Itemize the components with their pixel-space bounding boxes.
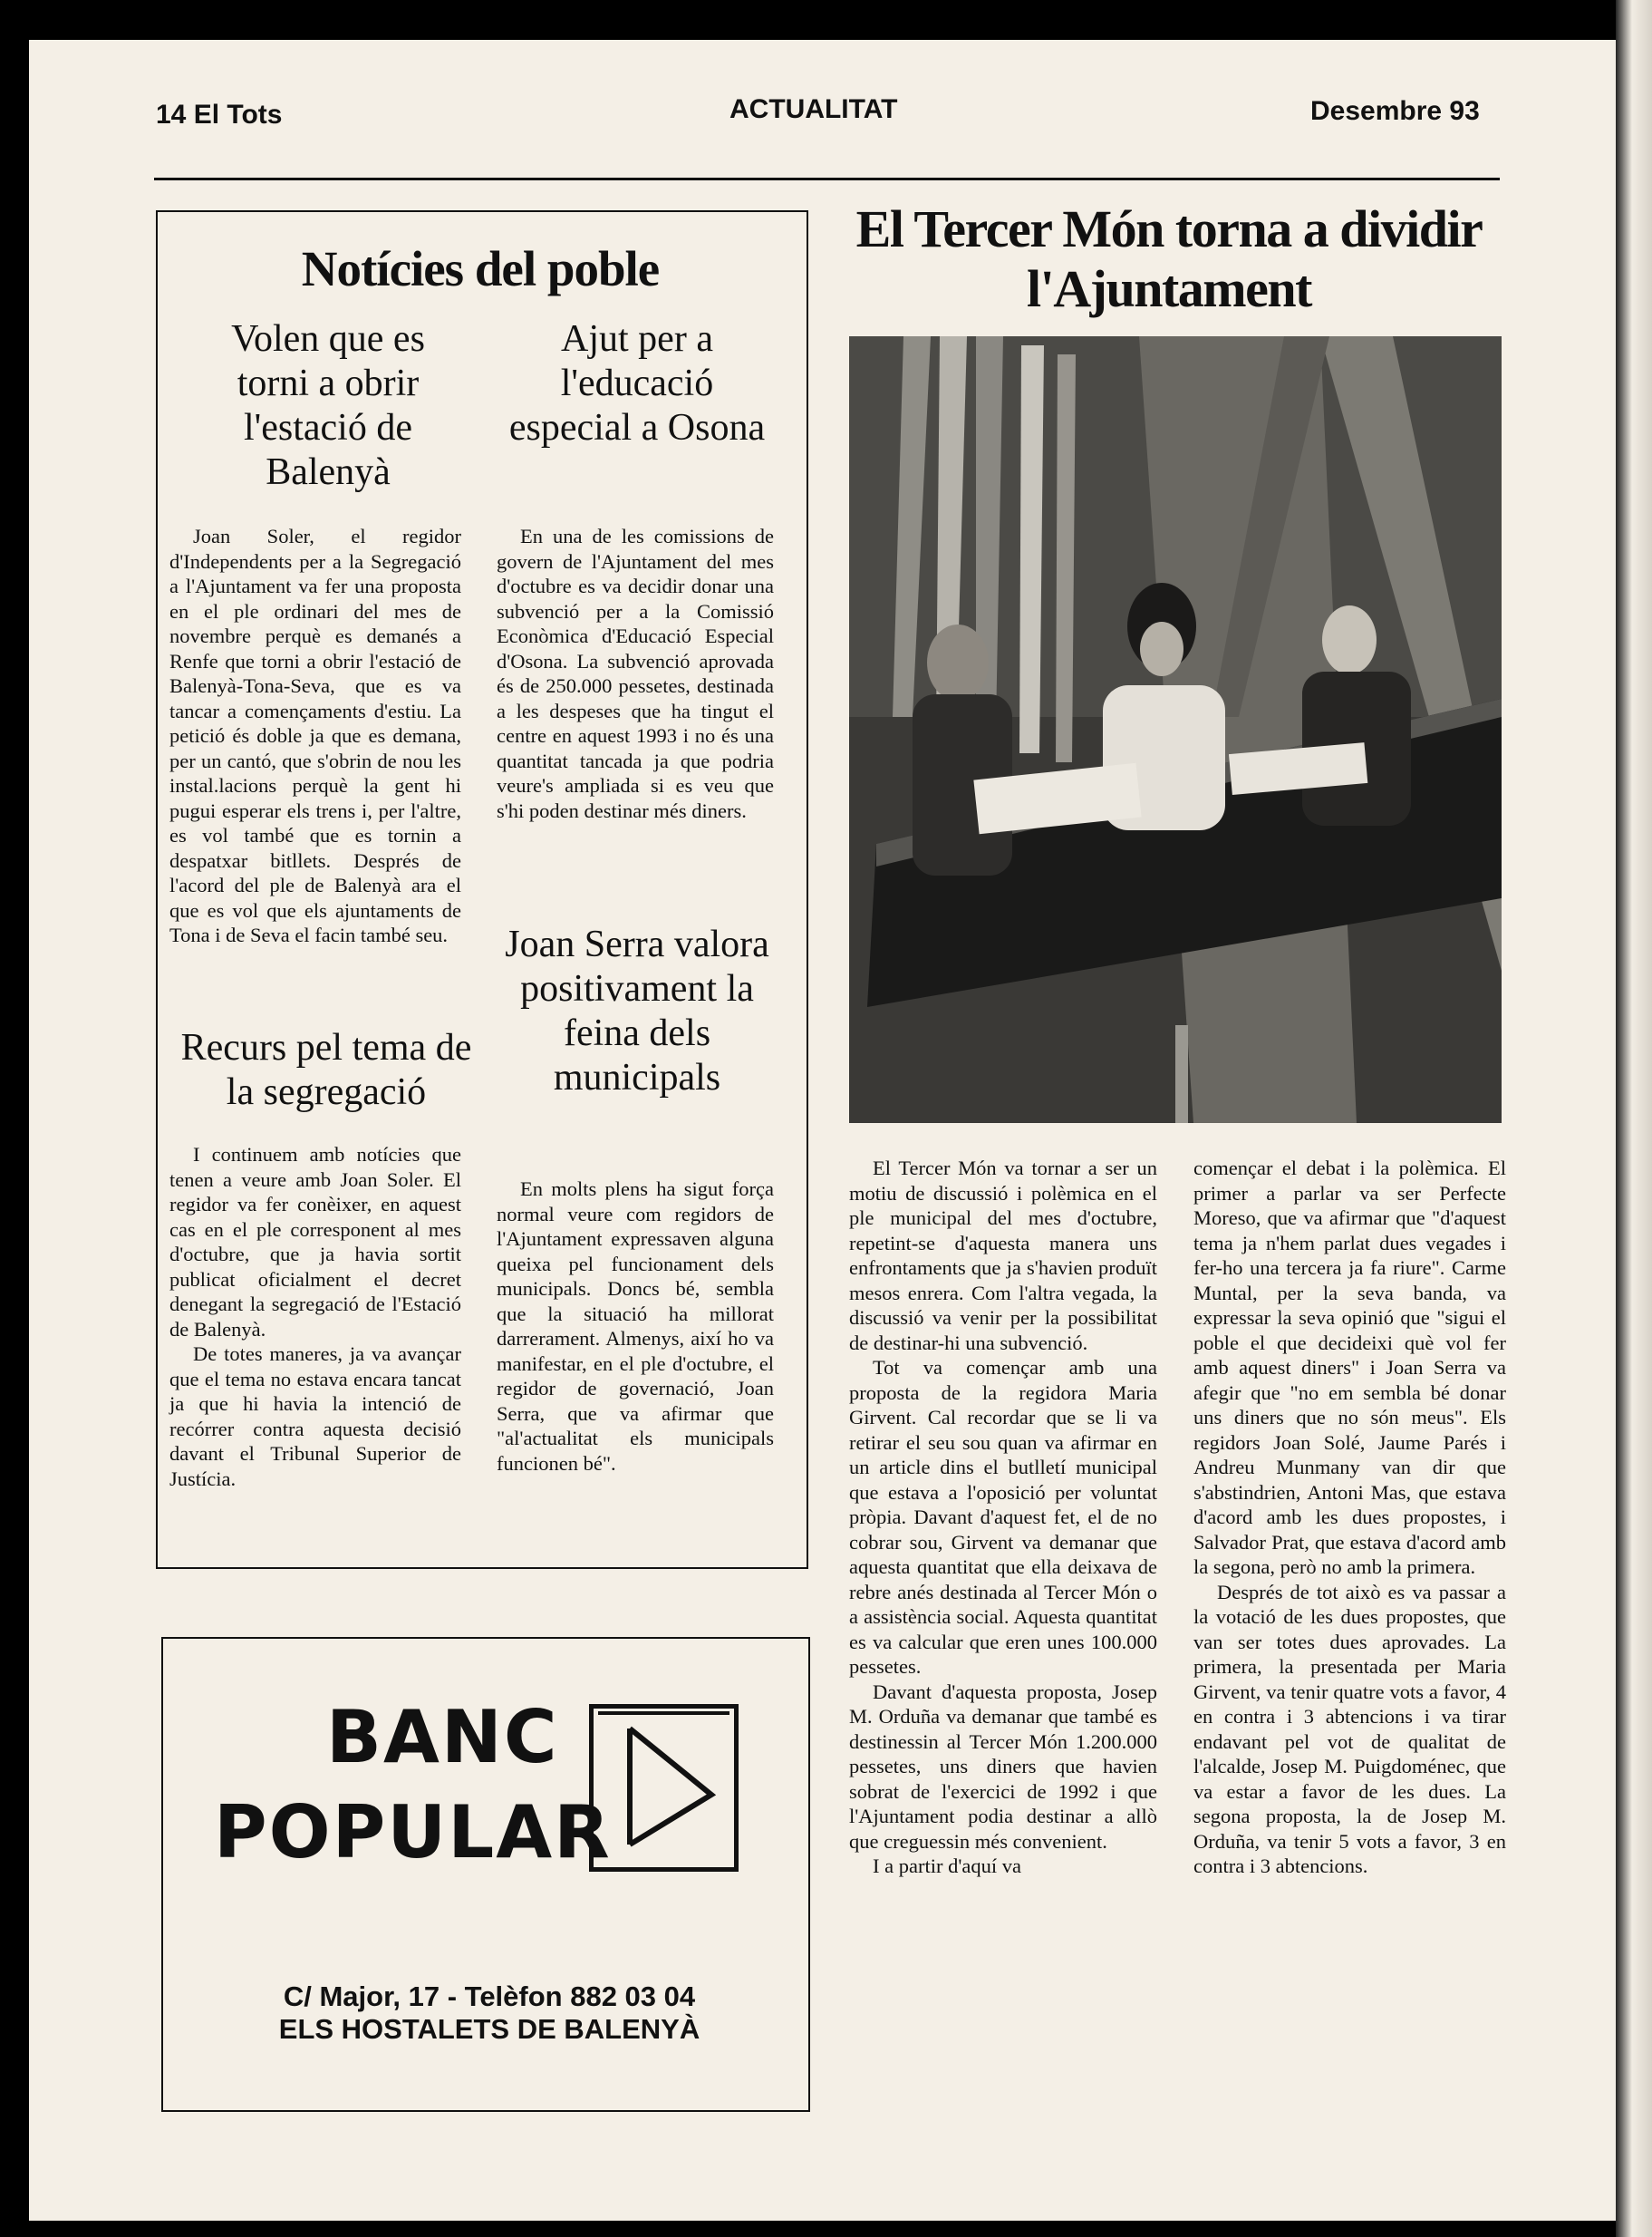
- section-label: ACTUALITAT: [729, 94, 898, 124]
- play-arrow-icon: [594, 1709, 734, 1867]
- ad-brand-line1: BANC: [326, 1695, 559, 1779]
- story4-paragraph: En molts plens ha sigut força normal veure com regidors de l'Ajuntament expressaven alguna queixa pel funcionament dels municipals. Doncs bé, sembla que la situació ha millorat darrerament. Almenys, així ho va manifestar, en el ple d'octubre, el regidor de governació, Joan Serra, que va afirmar que "al'actualitat els municipals funcionen bé".: [497, 1177, 774, 1475]
- story2-body: [497, 524, 774, 823]
- story3-paragraph: De totes maneres, ja va avançar que el tema no estava encara tancat ja que hi havia la intenció de recórrer contra aquesta decisió davant el Tribunal Superior de Justícia.: [169, 1342, 461, 1490]
- banc-popular-logo-icon: [589, 1704, 739, 1872]
- photo-illustration: [849, 336, 1502, 1123]
- story1-body: [169, 524, 461, 948]
- story3-body: [169, 1142, 461, 1491]
- story4-headline: Joan Serra valora positivament la feina dels municipals: [505, 924, 769, 1099]
- article-paragraph: El Tercer Món va tornar a ser un motiu de discussió i polèmica en el ple municipal del mes d'octubre, repetint-se d'aquesta manera uns enfrontaments que ja s'havien produït mesos enrera. Com l'altra vegada, la discussió va venir per la possibilitat de destinar-hi una subvenció.: [849, 1157, 1157, 1354]
- article-paragraph: I a partir d'aquí va: [873, 1854, 1021, 1877]
- ad-address-line1: C/ Major, 17 - Telèfon 882 03 04: [283, 1980, 696, 2012]
- ad-address: [217, 1980, 761, 2046]
- article-paragraph: Després de tot això es va passar a la votació de les dues propostes, que van ser totes dues aprovades. La primera, la presentada per Maria Girvent, va tenir quatre vots a favor, 4 en contra i 3 abtencions i va tirar endavant pel vot de qualitat de l'alcalde, Josep M. Puigdoménec, que va estar a favor de les dues. La segona proposta, la de Josep M. Orduña, va tenir 5 vots a favor, 3 en contra i 3 abtencions.: [1193, 1580, 1506, 1877]
- article-column-2: [1193, 1156, 1506, 1879]
- header-rule: [154, 178, 1500, 180]
- ad-address-line2: ELS HOSTALETS DE BALENYÀ: [278, 2013, 700, 2045]
- story3-headline: Recurs pel tema de la segregació: [180, 1027, 472, 1113]
- news-box-title: Notícies del poble: [301, 241, 660, 296]
- story1-paragraph: Joan Soler, el regidor d'Independents per a la Segregació a l'Ajuntament va fer una proposta en el ple ordinari del mes de novembre perquè es demanés a Renfe que torni a obrir l'estació de Balenyà-Tona-Seva, que es va tancar a començaments d'estiu. La petició és doble ja que es demana, per un cantó, que s'obrin de nou les instal.lacions perquè la gent hi pugui esperar els trens i, per l'altre, es vol també que es tornin a despatxar bitllets. Després de l'acord del ple de Balenyà ara el que es vol que els ajuntaments de Tona i de Seva el facin també seu.: [169, 525, 461, 946]
- story3-paragraph: I continuem amb notícies que tenen a veure amb Joan Soler. El regidor va fer conèixer, en aquest cas en el ple corresponent al mes d'octubre, que ja havia sortit publicat oficialment el decret denegant la segregació de l'Estació de Balenyà.: [169, 1143, 461, 1341]
- article-paragraph: Tot va començar amb una proposta de la regidora Maria Girvent. Cal recordar que se li va retirar el seu sou quan va afirmar en un article dins el butlletí municipal que estava a l'oposició per voluntat pròpia. Davant d'aquest fet, el de no cobrar sou, Girvent va demanar que aquesta quantitat que ella deixava de rebre anés destinada al Tercer Món o a assistència social. Aquesta quantitat es va calcular que eren unes 100.000 pessetes.: [849, 1356, 1157, 1678]
- story2-headline: Ajut per a l'educació especial a Osona: [508, 318, 766, 449]
- page-binding: [1616, 0, 1652, 2237]
- council-meeting-photo: [849, 336, 1502, 1123]
- ad-brand-line2: POPULAR: [214, 1790, 612, 1874]
- story2-paragraph: En una de les comissions de govern de l'Ajuntament del mes d'octubre es va decidir donar una subvenció per a la Comissió Econòmica d'Educació Especial d'Osona. La subvenció aprovada és de 250.000 pessetes, destinada a les despeses que ha tingut el centre en aquest 1993 i no és una quantitat tancada ja que podria veure's ampliada si es veu que s'hi poden destinar més diners.: [497, 525, 774, 822]
- story4-body: [497, 1177, 774, 1476]
- article-paragraph: començar el debat i la polèmica. El primer a parlar va ser Perfecte Moreso, que va afirmar que "d'aquest tema ja n'hem parlat dues vegades i fer-ho una tercera ja fa riure". Carme Muntal, per la seva banda, va expressar la seva opinió que "sigui el poble el que decideixi què vol fer amb aquest diners" i Joan Serra va afegir que "no em sembla bé donar uns diners que no són meus". Els regidors Joan Solé, Jaume Parés i Andreu Munmany van dir que s'abstindrien, Antoni Mas, que estava d'acord amb les dues propostes, i Salvador Prat, que estava d'acord amb la segona, però no amb la primera.: [1193, 1157, 1506, 1578]
- article-title: El Tercer Món torna a dividir l'Ajuntament: [855, 199, 1483, 318]
- article-paragraph: Davant d'aquesta proposta, Josep M. Orduña va demanar que també es destinessin al Tercer Món 1.200.000 pessetes, uns diners que havien sobrat de l'exercici de 1992 i que l'Ajuntament podia destinar a allò que creguessin més convenient.: [849, 1680, 1157, 1853]
- article-column-1: [849, 1156, 1157, 1879]
- issue-date: Desembre 93: [1310, 96, 1480, 126]
- story1-headline: Volen que es torni a obrir l'estació de Balenyà: [231, 318, 425, 493]
- page-number-label: 14 El Tots: [156, 100, 283, 130]
